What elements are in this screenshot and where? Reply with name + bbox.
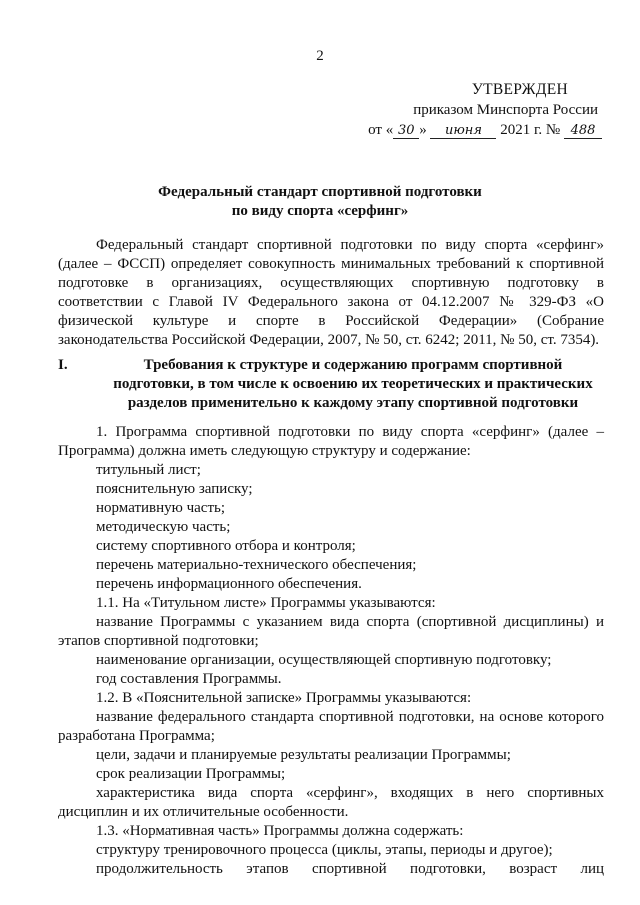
approval-year: 2021 г. № [500,122,561,138]
list-item: название Программы с указанием вида спорта (спортивной дисциплины) и этапов спортивной подготовки; [58,614,604,649]
page-number: 2 [316,48,324,64]
document-body [58,423,604,879]
title-line-2: по виду спорта «серфинг» [231,203,409,219]
list-item: год составления Программы. [96,671,282,687]
approval-order: приказом Минспорта России [413,102,598,118]
list-item: наименование организации, осуществляющей спортивную подготовку; [96,652,552,668]
list-item: систему спортивного отбора и контроля; [96,538,356,554]
section-heading [58,356,604,413]
document-title [0,183,640,221]
list-item: перечень материально-технического обеспечения; [96,557,417,573]
list-item: продолжительность этапов спортивной подготовки, возраст лиц [96,861,604,877]
subsection-heading: 1.3. «Нормативная часть» Программы должна содержать: [96,823,464,839]
approval-date-prefix: от « [368,122,394,138]
subsection-heading: 1.2. В «Пояснительной записке» Программы указываются: [96,690,472,706]
list-item: нормативную часть; [96,500,226,516]
approval-number: 488 [564,124,602,139]
paragraph: 1. Программа спортивной подготовки по виду спорта «серфинг» (далее – Программа) должна иметь следующую структуру и содержание: [58,424,604,459]
list-item: срок реализации Программы; [96,766,286,782]
intro-paragraph [58,236,604,350]
subsection-heading: 1.1. На «Титульном листе» Программы указываются: [96,595,436,611]
approval-date-line [368,120,602,140]
list-item: структуру тренировочного процесса (циклы, этапы, периоды и другое); [96,842,553,858]
list-item: перечень информационного обеспечения. [96,576,362,592]
list-item: характеристика вида спорта «серфинг», входящих в него спортивных дисциплин и их отличительные особенности. [58,785,604,820]
approval-stamp [368,80,602,140]
list-item: методическую часть; [96,519,231,535]
list-item: цели, задачи и планируемые результаты реализации Программы; [96,747,511,763]
section-number: I. [58,357,68,373]
intro-text: Федеральный стандарт спортивной подготовки по виду спорта «серфинг» (далее – ФССП) определяет совокупность минимальных требований к спортивной подготовке в организациях, осуществляющих спортивную подготовку в соответствии с Главой IV Федерального закона от 04.12.2007 № 329-ФЗ «О физической культуре и спорте в Российской Федерации» (Собрание законодательства Российской Федерации, 2007, № 50, ст. 6242; 2011, № 50, ст. 7354). [58,237,604,348]
list-item: название федерального стандарта спортивной подготовки, на основе которого разработана Программа; [58,709,604,744]
approval-heading: УТВЕРЖДЕН [471,81,568,98]
section-title: Требования к структуре и содержанию программ спортивной подготовки, в том числе к освоению их теоретических и практических разделов применительно к каждому этапу спортивной подготовки [113,357,593,411]
list-item: титульный лист; [96,462,201,478]
approval-date-mid: » [419,122,427,138]
approval-day: 30 [393,124,419,139]
list-item: пояснительную записку; [96,481,253,497]
title-line-1: Федеральный стандарт спортивной подготовки [158,184,482,200]
approval-month: июня [430,124,496,139]
